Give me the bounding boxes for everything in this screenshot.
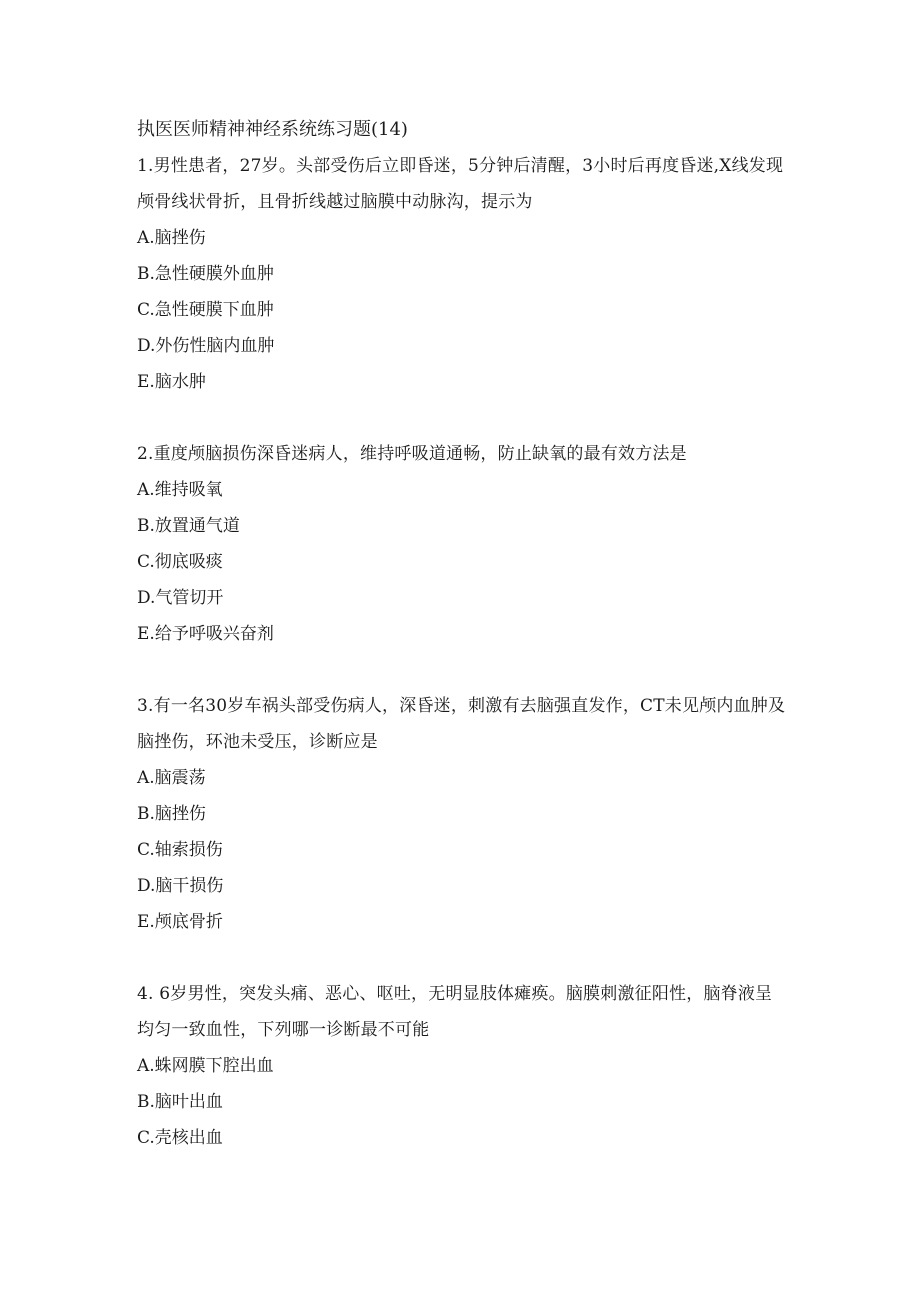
question-stem: 4. 6岁男性，突发头痛、恶心、呕吐，无明显肢体瘫痪。脑膜刺激征阳性，脑脊液呈均匀一致血性，下列哪一诊断最不可能 <box>137 984 773 1040</box>
document-page <box>137 112 787 1156</box>
answer-option: A.蛛网膜下腔出血 <box>137 1056 274 1076</box>
answer-option: D.外伤性脑内血肿 <box>137 336 275 356</box>
answer-option: C.彻底吸痰 <box>137 552 223 572</box>
blank-line <box>137 400 787 436</box>
answer-option: E.给予呼吸兴奋剂 <box>137 624 274 644</box>
answer-option: D.气管切开 <box>137 588 224 608</box>
answer-option: B.放置通气道 <box>137 516 240 536</box>
question-stem: 1.男性患者，27岁。头部受伤后立即昏迷，5分钟后清醒，3小时后再度昏迷,X线发现颅骨线状骨折，且骨折线越过脑膜中动脉沟，提示为 <box>137 156 784 212</box>
answer-option: C.壳核出血 <box>137 1128 223 1148</box>
question-2 <box>137 436 787 652</box>
answer-option: E.颅底骨折 <box>137 912 223 932</box>
question-stem: 3.有一名30岁车祸头部受伤病人，深昏迷，刺激有去脑强直发作，CT未见颅内血肿及脑挫伤，环池未受压，诊断应是 <box>137 696 786 752</box>
question-stem: 2.重度颅脑损伤深昏迷病人，维持呼吸道通畅，防止缺氧的最有效方法是 <box>137 444 687 464</box>
answer-option: E.脑水肿 <box>137 372 206 392</box>
answer-option: C.急性硬膜下血肿 <box>137 300 274 320</box>
question-3 <box>137 688 787 940</box>
answer-option: A.脑震荡 <box>137 768 206 788</box>
blank-line <box>137 940 787 976</box>
question-4 <box>137 976 787 1156</box>
document-title: 执医医师精神神经系统练习题(14) <box>137 119 408 140</box>
answer-option: B.脑挫伤 <box>137 804 206 824</box>
answer-option: B.急性硬膜外血肿 <box>137 264 274 284</box>
answer-option: A.维持吸氧 <box>137 480 223 500</box>
answer-option: C.轴索损伤 <box>137 840 223 860</box>
blank-line <box>137 652 787 688</box>
question-1 <box>137 148 787 400</box>
answer-option: D.脑干损伤 <box>137 876 224 896</box>
answer-option: A.脑挫伤 <box>137 228 206 248</box>
answer-option: B.脑叶出血 <box>137 1092 223 1112</box>
